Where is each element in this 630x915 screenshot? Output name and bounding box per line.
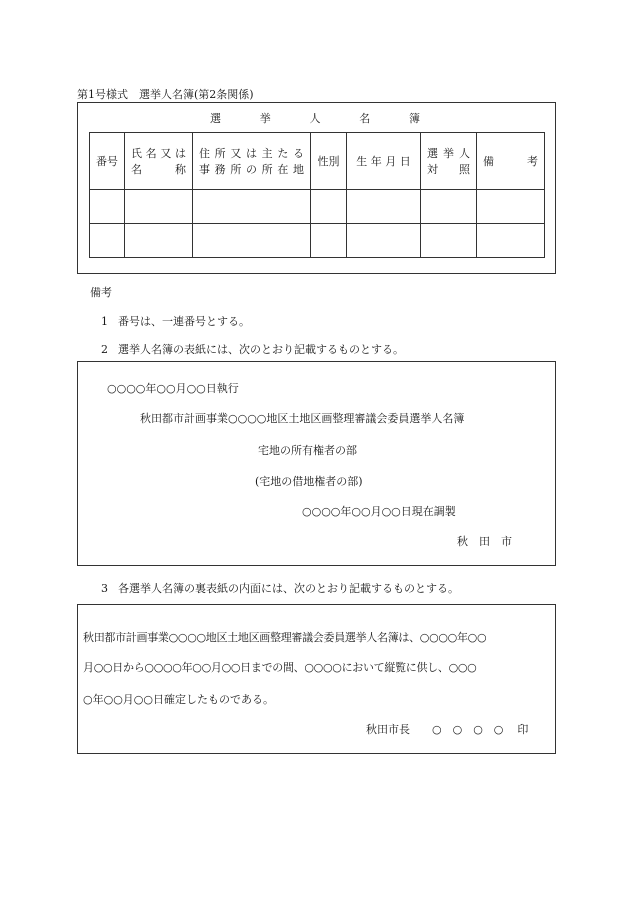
table-row bbox=[90, 190, 545, 224]
table-cell[interactable] bbox=[347, 224, 421, 258]
note-3 bbox=[101, 580, 459, 596]
col-address-line2: 事務所の所在地 bbox=[199, 163, 304, 176]
cover-roll-title: 秋田都市計画事業○○○○地区土地区画整理審議会委員選挙人名簿 bbox=[140, 412, 465, 425]
table-cell[interactable] bbox=[311, 224, 347, 258]
col-voter-ref-line1: 選挙人 bbox=[427, 147, 470, 160]
col-name bbox=[125, 133, 193, 190]
notes-heading: 備考 bbox=[90, 286, 112, 299]
table-cell[interactable] bbox=[125, 190, 193, 224]
col-address-line1: 住所又は主たる bbox=[199, 147, 304, 160]
table-cell[interactable] bbox=[421, 224, 477, 258]
note-3-number: 3 bbox=[101, 582, 108, 595]
roll-table bbox=[89, 132, 545, 258]
table-cell[interactable] bbox=[311, 190, 347, 224]
seal-mark: 印 bbox=[517, 723, 529, 736]
roll-title-char: 簿 bbox=[409, 112, 420, 125]
cover-section-owner: 宅地の所有権者の部 bbox=[258, 444, 357, 457]
col-name-line1: 氏名又は bbox=[131, 147, 186, 160]
table-cell[interactable] bbox=[90, 190, 125, 224]
cover-execution-date: ○○○○年○○月○○日執行 bbox=[107, 382, 239, 395]
note-1-text: 番号は、一連番号とする。 bbox=[118, 315, 250, 328]
col-remarks-label: 備 考 bbox=[483, 155, 538, 168]
back-cover-line-3: ○年○○月○○日確定したものである。 bbox=[83, 693, 274, 706]
back-cover-line-1: 秋田都市計画事業○○○○地区土地区画整理審議会委員選挙人名簿は、○○○○年○○ bbox=[83, 631, 487, 644]
cover-issuer: 秋 田 市 bbox=[457, 535, 512, 548]
form-header: 第1号様式 選挙人名簿(第2条関係) bbox=[77, 88, 254, 101]
back-cover-signature bbox=[366, 721, 528, 737]
col-gender: 性別 bbox=[311, 133, 347, 190]
note-2-number: 2 bbox=[101, 343, 108, 356]
col-voter-ref-line2: 対 照 bbox=[427, 163, 470, 176]
col-number: 番号 bbox=[90, 133, 125, 190]
table-cell[interactable] bbox=[90, 224, 125, 258]
roll-header-row bbox=[90, 133, 545, 190]
col-voter-ref bbox=[421, 133, 477, 190]
roll-title-char: 選 bbox=[210, 112, 221, 125]
signature-label: 秋田市長 bbox=[366, 723, 410, 736]
roll-title-char: 人 bbox=[309, 112, 321, 125]
col-name-line2: 名 称 bbox=[131, 163, 186, 176]
table-cell[interactable] bbox=[477, 190, 545, 224]
table-cell[interactable] bbox=[193, 190, 311, 224]
col-address bbox=[193, 133, 311, 190]
roll-title bbox=[210, 110, 420, 126]
table-row bbox=[90, 224, 545, 258]
roll-title-char: 挙 bbox=[259, 112, 271, 125]
table-cell[interactable] bbox=[347, 190, 421, 224]
table-cell[interactable] bbox=[193, 224, 311, 258]
table-cell[interactable] bbox=[421, 190, 477, 224]
table-cell[interactable] bbox=[477, 224, 545, 258]
roll-title-char: 名 bbox=[359, 112, 371, 125]
note-3-text: 各選挙人名簿の裏表紙の内面には、次のとおり記載するものとする。 bbox=[118, 582, 459, 595]
cover-section-lessee: (宅地の借地権者の部) bbox=[255, 475, 363, 488]
note-1 bbox=[101, 313, 250, 329]
signature-circles: ○ ○ ○ ○ bbox=[432, 723, 504, 736]
note-2 bbox=[101, 341, 404, 357]
col-remarks bbox=[477, 133, 545, 190]
note-1-number: 1 bbox=[101, 315, 108, 328]
note-2-text: 選挙人名簿の表紙には、次のとおり記載するものとする。 bbox=[118, 343, 404, 356]
table-cell[interactable] bbox=[125, 224, 193, 258]
col-birthdate: 生 年 月 日 bbox=[347, 133, 421, 190]
back-cover-line-2: 月○○日から○○○○年○○月○○日までの間、○○○○において縦覧に供し、○○○ bbox=[83, 661, 477, 674]
cover-prepared-date: ○○○○年○○月○○日現在調製 bbox=[302, 505, 456, 518]
